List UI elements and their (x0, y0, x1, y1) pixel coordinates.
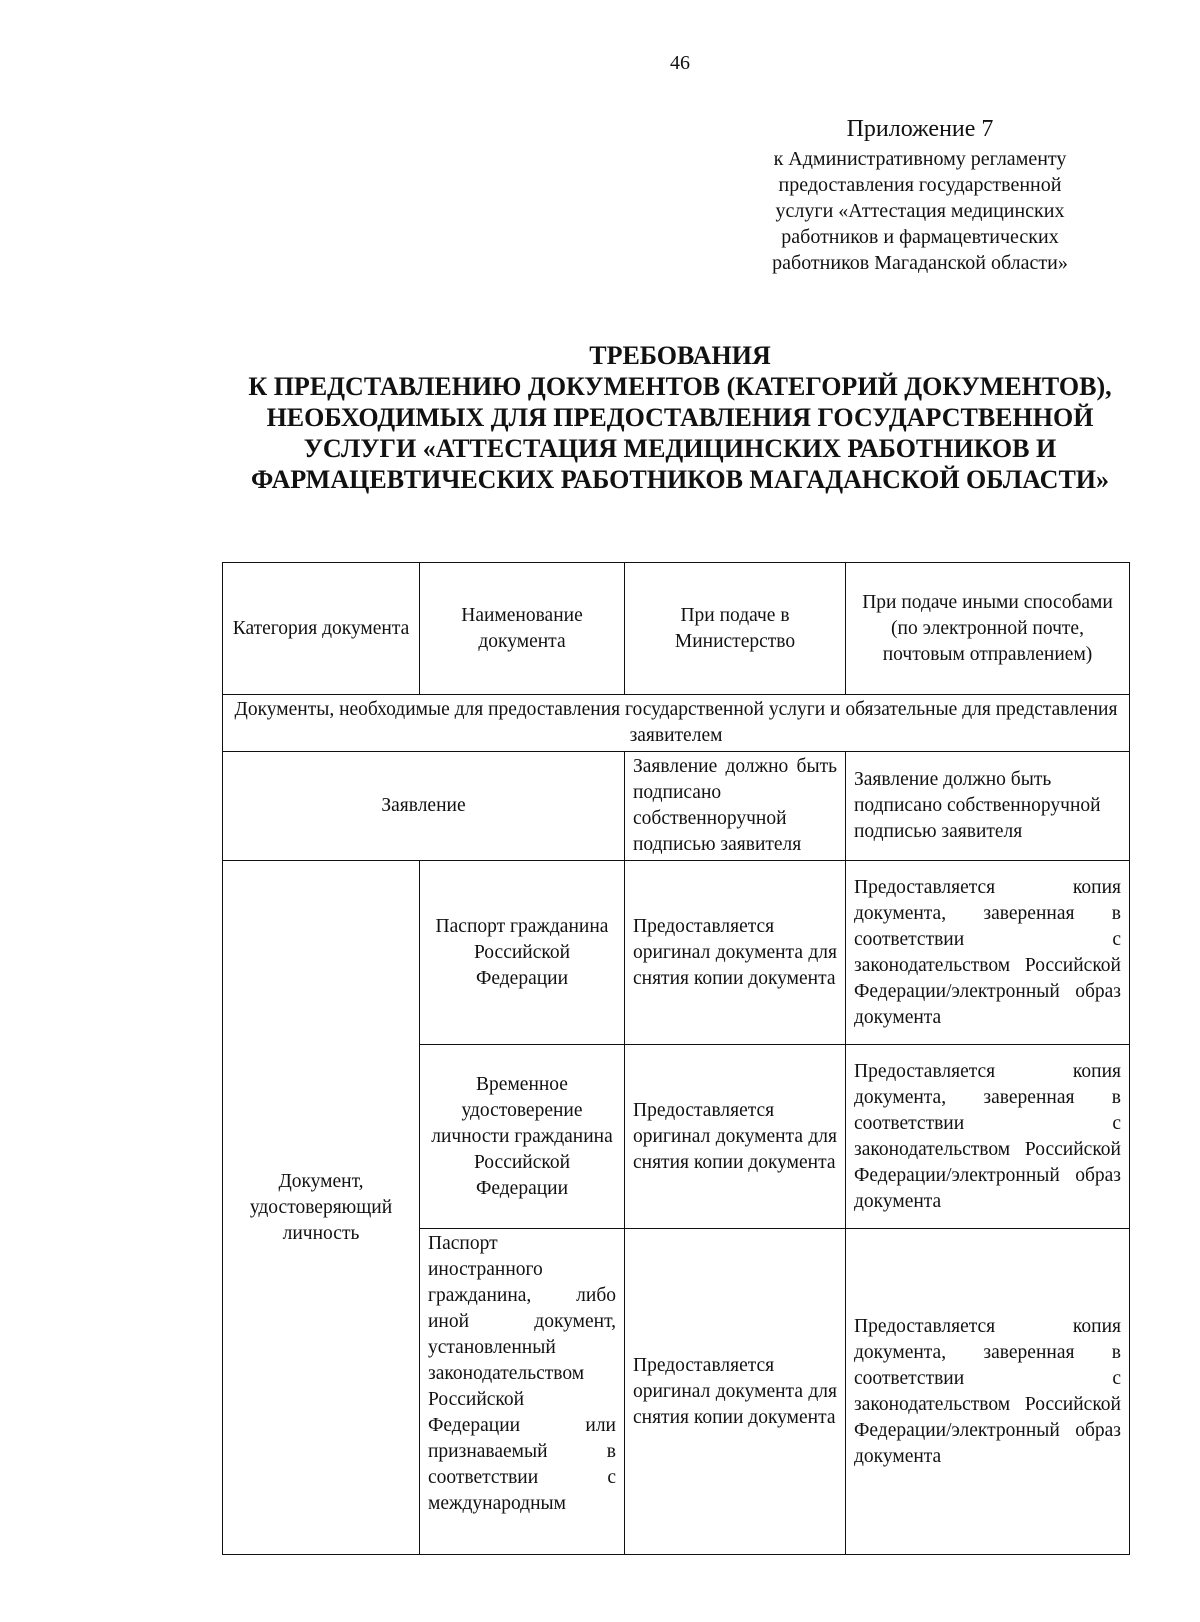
document-name: Паспорт иностранного гражданина, либо иной документ, установленный законодательством Российской Федерации или признаваемый в соответствии с международным (420, 1229, 625, 1555)
application-row (223, 752, 1130, 861)
application-label: Заявление (223, 752, 625, 861)
appendix-line: работников и фармацевтических (781, 226, 1059, 248)
section-row (223, 695, 1130, 752)
heading-line: К ПРЕДСТАВЛЕНИЮ ДОКУМЕНТОВ (КАТЕГОРИЙ ДОКУМЕНТОВ), (248, 372, 1112, 401)
page-number: 46 (670, 52, 690, 74)
ministry-requirement: Предоставляется оригинал документа для снятия копии документа (625, 861, 846, 1045)
ministry-requirement: Предоставляется оригинал документа для снятия копии документа (625, 1045, 846, 1229)
document-heading (200, 340, 1160, 495)
appendix-line: работников Магаданской области» (772, 252, 1068, 274)
document-name: Паспорт гражданина Российской Федерации (420, 861, 625, 1045)
ministry-requirement: Предоставляется оригинал документа для снятия копии документа (625, 1229, 846, 1555)
appendix-block (740, 112, 1100, 276)
application-other: Заявление должно быть подписано собственноручной подписью заявителя (846, 752, 1130, 861)
appendix-line: услуги «Аттестация медицинских (775, 200, 1065, 222)
application-ministry: Заявление должно быть подписано собственноручной подписью заявителя (625, 752, 846, 861)
header-ministry: При подаче в Министерство (625, 563, 846, 695)
appendix-line: к Административному регламенту (773, 148, 1067, 170)
header-category: Категория документа (223, 563, 420, 695)
table-header-row (223, 563, 1130, 695)
heading-line: УСЛУГИ «АТТЕСТАЦИЯ МЕДИЦИНСКИХ РАБОТНИКОВ И (303, 434, 1057, 463)
heading-line: ФАРМАЦЕВТИЧЕСКИХ РАБОТНИКОВ МАГАДАНСКОЙ ОБЛАСТИ» (250, 465, 1110, 494)
heading-line: ТРЕБОВАНИЯ (589, 341, 771, 370)
other-requirement: Предоставляется копия документа, заверенная в соответствии с законодательством Российской Федерации/электронный образ документа (846, 861, 1130, 1045)
appendix-line: предоставления государственной (778, 174, 1062, 196)
heading-line: НЕОБХОДИМЫХ ДЛЯ ПРЕДОСТАВЛЕНИЯ ГОСУДАРСТВЕННОЙ (266, 403, 1094, 432)
table-row (223, 861, 1130, 1045)
requirements-table (222, 562, 1130, 1555)
other-requirement: Предоставляется копия документа, заверенная в соответствии с законодательством Российской Федерации/электронный образ документа (846, 1045, 1130, 1229)
other-requirement: Предоставляется копия документа, заверенная в соответствии с законодательством Российской Федерации/электронный образ документа (846, 1229, 1130, 1555)
header-other-methods: При подаче иными способами (по электронной почте, почтовым отправлением) (846, 563, 1130, 695)
section-title: Документы, необходимые для предоставления государственной услуги и обязательные для представления заявителем (223, 695, 1130, 752)
header-name: Наименование документа (420, 563, 625, 695)
document-name: Временное удостоверение личности гражданина Российской Федерации (420, 1045, 625, 1229)
appendix-title: Приложение 7 (846, 116, 994, 142)
identity-category: Документ, удостоверяющий личность (223, 861, 420, 1555)
